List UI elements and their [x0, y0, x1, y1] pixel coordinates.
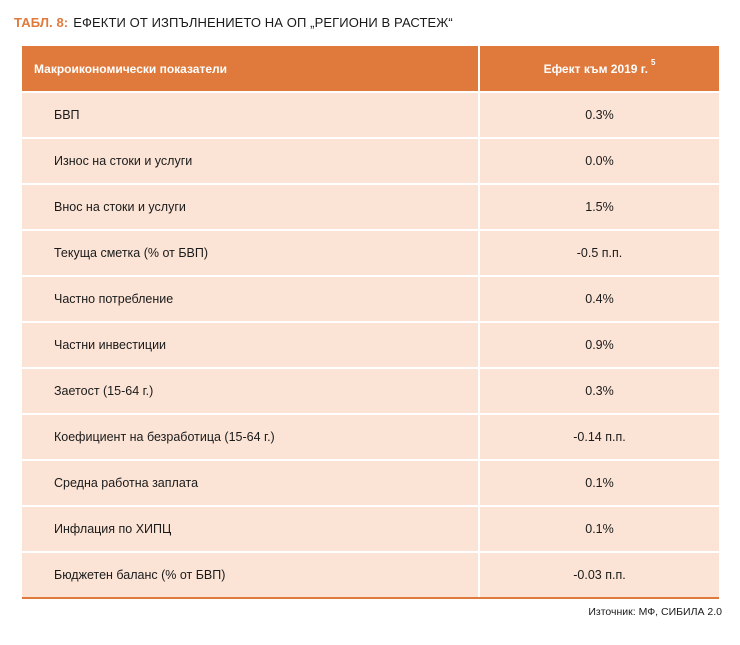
table-row [22, 276, 719, 322]
header-row [22, 46, 719, 92]
source-note: Източник: МФ, СИБИЛА 2.0 [588, 606, 722, 618]
effect-cell: -0.5 п.п. [479, 230, 719, 276]
effect-cell: 0.4% [479, 276, 719, 322]
header-effect-footnote: 5 [650, 58, 656, 67]
indicator-cell: Внос на стоки и услуги [22, 184, 479, 230]
indicator-cell: Инфлация по ХИПЦ [22, 506, 479, 552]
effect-cell: 0.1% [479, 506, 719, 552]
table-row [22, 552, 719, 598]
table-number-label: ТАБЛ. 8: [14, 15, 69, 30]
indicator-cell: Бюджетен баланс (% от БВП) [22, 552, 479, 598]
table-row [22, 368, 719, 414]
table-header [22, 46, 719, 92]
effect-cell: -0.14 п.п. [479, 414, 719, 460]
indicator-cell: Текуща сметка (% от БВП) [22, 230, 479, 276]
indicator-cell: Износ на стоки и услуги [22, 138, 479, 184]
table-row [22, 414, 719, 460]
effect-cell: 1.5% [479, 184, 719, 230]
table-body [22, 92, 719, 598]
indicator-cell: Частно потребление [22, 276, 479, 322]
indicator-cell: Коефициент на безработица (15-64 г.) [22, 414, 479, 460]
table-row [22, 184, 719, 230]
effect-cell: 0.3% [479, 368, 719, 414]
indicator-cell: Средна работна заплата [22, 460, 479, 506]
effect-cell: 0.9% [479, 322, 719, 368]
effect-cell: -0.03 п.п. [479, 552, 719, 598]
table-row [22, 230, 719, 276]
indicator-cell: БВП [22, 92, 479, 138]
effect-cell: 0.0% [479, 138, 719, 184]
indicator-cell: Заетост (15-64 г.) [22, 368, 479, 414]
effects-table [22, 46, 719, 599]
table-row [22, 506, 719, 552]
table-caption [14, 15, 453, 30]
table-row [22, 460, 719, 506]
indicator-cell: Частни инвестиции [22, 322, 479, 368]
effect-cell: 0.1% [479, 460, 719, 506]
table-row [22, 322, 719, 368]
effect-cell: 0.3% [479, 92, 719, 138]
table-title: ЕФЕКТИ ОТ ИЗПЪЛНЕНИЕТО НА ОП „РЕГИОНИ В РАСТЕЖ“ [73, 15, 453, 30]
table-row [22, 92, 719, 138]
table-row [22, 138, 719, 184]
header-effect [479, 46, 719, 92]
header-effect-label: Ефект към 2019 г. [543, 62, 648, 76]
header-indicator: Макроикономически показатели [22, 46, 479, 92]
